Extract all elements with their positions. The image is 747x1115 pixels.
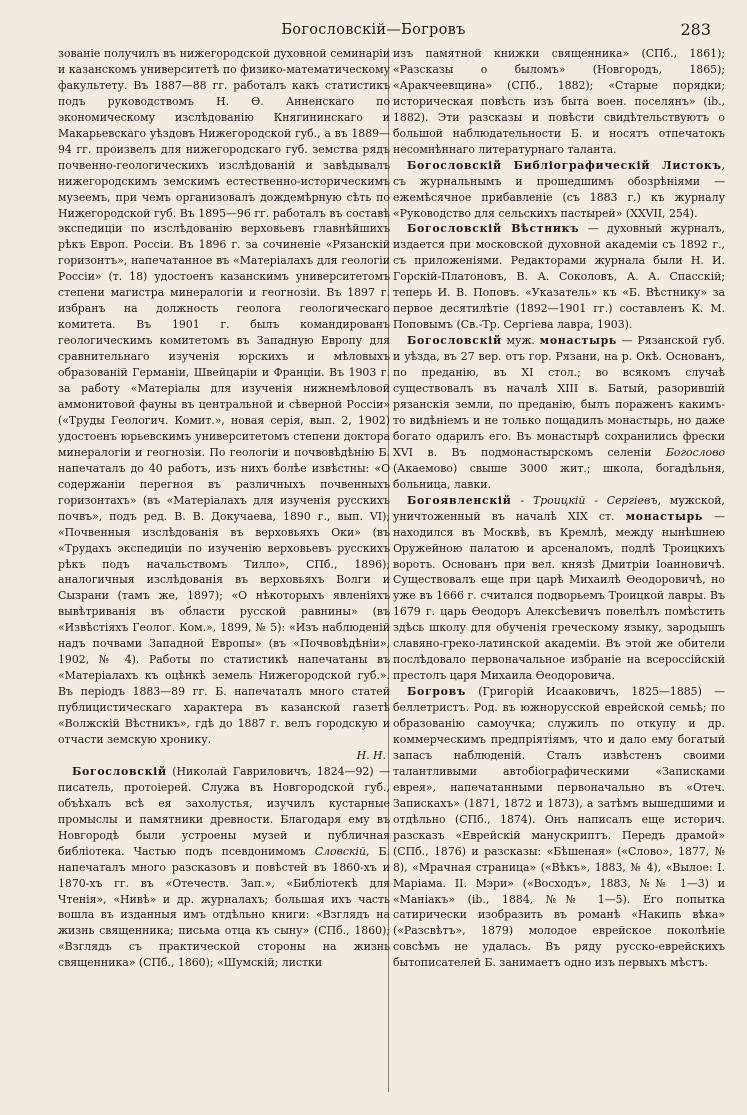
entry-text: (Акаемово) свыше 3000 жит.; школа, богадѣльня, больница, лавки.: [393, 461, 725, 491]
entry-bogoyavlensky-monastery: [393, 493, 725, 684]
left-column: [58, 46, 390, 1096]
entry-bogoslovsky-nikolai: [58, 764, 390, 971]
entry-bibliographic-listok: [393, 158, 725, 222]
entry-text: , съ журнальнымъ и прошедшимъ обозрѣніями — ежемѣсячное прибавленіе (съ 1883 г.) къ журналу «Руководство для сельскихъ пастырей» (XXVII, 254).: [393, 158, 725, 220]
page-number: 283: [680, 20, 711, 39]
entry-headword-2: монастырь: [625, 509, 703, 523]
entry-headword: Богословскій: [72, 764, 167, 778]
author-signature: Н. Н.: [356, 748, 386, 762]
running-head: Богословскій—Богровъ: [281, 22, 466, 38]
entry-text: , Б. напечаталъ много разсказовъ и повѣстей въ 1860-хъ и 1870-хъ гг. въ «Отечеств. Зап.», «Библіотекѣ для Чтенія», «Нивѣ» и др. журналахъ; большая ихъ часть вошла въ изданныя имъ отдѣльно книги: «Взглядъ на жизнь священника; письма отца къ сыну» (СПб., 1860); «Взглядъ съ практической стороны на жизнь священника» (СПб., 1860); «Шумскій; листки: [58, 844, 390, 970]
entry-headword: Богословскій Вѣстникъ: [407, 222, 580, 236]
entry-text: (Григорій Исааковичъ, 1825—1885) — беллетристъ. Род. въ южнорусской еврейской семьѣ; по образованію самоучка; служилъ по откупу и др. коммерческимъ предпріятіямъ, что и дало ему богатый запасъ наблюденій. Сталъ извѣстенъ своими талантливыми автобіографическими «Записками еврея», напечатанными первоначально въ «Отеч. Запискахъ» (1871, 1872 и 1873), а затѣмъ вышедшими и отдѣльно (СПб., 1874). Онъ написалъ еще историч. разсказъ «Еврейскій манускриптъ. Передъ драмой» (СПб., 1876) и разсказы: «Бѣшеная» («Слово», 1877, № 8), «Мрачная страница» («Вѣкъ», 1883, № 4), «Вылое: I. Маріама. II. Мэри» («Восходъ», 1883, №№ 1—3) и «Маніакъ» (ib., 1884, №№ 1—5). Его попытка сатирически изобразить въ романѣ «Накипь вѣка» («Разсвѣтъ», 1879) молодое еврейское поколѣніе совсѣмъ не удалась. Въ ряду русско-еврейскихъ бытописателей Б. занимаетъ одно изъ первыхъ мѣстъ.: [393, 685, 725, 970]
entry-text: — находился въ Москвѣ, въ Кремлѣ, между нынѣшнею Оружейною палатою и арсеналомъ, подлѣ Троицкихъ воротъ. Основанъ при вел. князѣ Дмитріи Іоанновичѣ. Существовалъ еще при царѣ Михаилѣ Ѳеодоровичѣ, но уже въ 1666 г. считался подворьемъ Троицкой лавры. Въ 1679 г. царь Ѳеодоръ Алексѣевичъ повелѣлъ помѣстить здѣсь школу для обученія греческому языку, зародышъ славяно-греко-латинской академіи. Въ этой же обители послѣдовало первоначальное избраніе на всероссійскій престолъ царя Михаила Ѳеодоровича.: [393, 509, 725, 683]
entry-text: — духовный журналъ, издается при московской духовной академіи съ 1892 г., съ приложеніями. Редакторами журнала были Н. И. Горскій-Платоновъ, В. А. Соколовъ, А. А. Спасскій; теперь И. В. Поповъ. «Указатель» къ «Б. Вѣстнику» за первое десятилѣтіе (1892—1901 гг.) составленъ К. М. Поповымъ (Св.-Тр. Сергіева лавра, 1903).: [393, 222, 725, 332]
paragraph-continuation: изъ памятной книжки священника» (СПб., 1861); «Разсказы о быломъ» (Новгородъ, 1865); «Аракчеевщина» (СПб., 1882); «Старые порядки; историческая повѣсть изъ быта воен. поселянъ» (ib., 1882). Эти разсказы и повѣсти свидѣтельствуютъ о большой наблюдательности Б. и носятъ отпечатокъ несомнѣннаго литературнаго таланта.: [393, 47, 725, 156]
right-column: [393, 46, 725, 1096]
entry-headword-2: монастырь: [539, 334, 618, 348]
entry-bogoslovsky-monastery: [393, 333, 725, 493]
village-name: Богослово: [665, 445, 725, 459]
entry-headword: Богоявленскій: [407, 493, 512, 507]
entry-text: — Рязанской губ. и уѣзда, въ 27 вер. отъ гор. Рязани, на р. Окѣ. Основанъ, по преданію, въ XI стол.; во всякомъ случаѣ существовалъ въ началѣ XIII в. Батый, разорившій рязанскія земли, по преданію, былъ пораженъ какимъ-то видѣніемъ и не только пощадилъ монастырь, но даже богато одарилъ его. Въ монастырѣ сохранились фрески XVI в. Въ подмонастырскомъ селеніи: [393, 334, 725, 459]
pseudonym: Словскій: [314, 844, 367, 858]
entry-headword: Богословскій: [407, 334, 502, 348]
paragraph-continuation: зованіе получилъ въ нижегородской духовной семинаріи и казанскомъ университетѣ по физико-математическому факультету. Въ 1887—88 гг. работалъ какъ статистикъ подъ руководствомъ Н. Ѳ. Анненскаго по экономическому изслѣдованію Княгининскаго и Макарьевскаго уѣздовъ Нижегородской губ., а въ 1889—94 гг. произвелъ для нижегородскаго губ. земства рядъ почвенно-геологическихъ изслѣдованій и завѣдывалъ нижегородскимъ земскимъ естественно-историческимъ музеемъ, при чемъ организовалъ дождемѣрную сѣть по Нижегородской губ. Въ 1895—96 гг. работалъ въ составѣ экспедиціи по изслѣдованію верховьевъ главнѣйшихъ рѣкъ Европ. Россіи. Въ 1896 г. за сочиненіе «Рязанскій горизонтъ», напечатанное въ «Матеріалахъ для геологіи Россіи» (т. 18) удостоенъ казанскимъ университетомъ степени магистра минералогіи и геогнозіи. Въ 1897 г. избранъ на должность геолога геологическаго комитета. Въ 1901 г. былъ командированъ геологическимъ комитетомъ въ Западную Европу для сравнительнаго изученія юрскихъ и мѣловыхъ образованій Германіи, Швейцаріи и Франціи. Въ 1903 г. за работу «Матеріалы для изученія нижнемѣловой аммонитовой фауны въ центральной и сѣверной Россіи» («Труды Геологич. Комит.», новая серія, вып. 2, 1902) удостоенъ юрьевскимъ университетомъ степени доктора минералогіи и геогнозіи. По геологіи и почвовѣдѣнію Б. напечаталъ до 40 работъ, изъ нихъ болѣе извѣстны: «О содержаніи перегноя въ различныхъ почвенныхъ горизонтахъ» (въ «Матеріалахъ для изученія русскихъ почвъ», подъ ред. В. В. Докучаева, 1890 г., вып. VI); «Почвенныя изслѣдованія въ верховьяхъ Оки» (въ «Трудахъ экспедиціи по изученію верховьевъ русскихъ рѣкъ подъ начальствомъ Тилло», СПб., 1896); аналогичныя изслѣдованія въ верховьяхъ Волги и Сызрани (тамъ же, 1897); «О нѣкоторыхъ явленіяхъ вывѣтриванія въ области русской равнины» (въ «Извѣстіяхъ Геолог. Ком.», 1899, № 5): «Изъ наблюденій надъ почвами Западной Европы» (въ «Почвовѣдѣніи», 1902, № 4). Работы по статистикѣ напечатаны въ «Матеріалахъ къ оцѣнкѣ земель Нижегородской губ.». Въ періодъ 1883—89 гг. Б. напечаталъ много статей публицистическаго характера въ казанской газетѣ «Волжскій Вѣстникъ», гдѣ до 1887 г. велъ городскую и отчасти земскую хронику.: [58, 47, 390, 746]
entry-text: , мужской, уничтоженный въ началѣ XIX ст.: [393, 493, 725, 523]
entry-headword: Богословскій Библіографическій Листокъ: [407, 158, 722, 172]
entry-bogoslovsky-vestnik: [393, 221, 725, 333]
entry-text: (Николай Гавриловичъ, 1824—92) — писатель, протоіерей. Служа въ Новгородской губ., объѣхалъ всѣ ея захолустья, изучилъ кустарные промыслы и памятники древности. Благодаря ему въ Новгородѣ были устроены музей и публичная библіотека. Частью подъ псевдонимомъ: [58, 764, 390, 858]
entry-text: муж.: [501, 334, 540, 348]
entry-bogrov: [393, 684, 725, 971]
page-header: [0, 18, 747, 48]
entry-headword: Богровъ: [407, 685, 466, 699]
alternate-name: - Троицкій - Сергіевъ: [511, 493, 658, 507]
